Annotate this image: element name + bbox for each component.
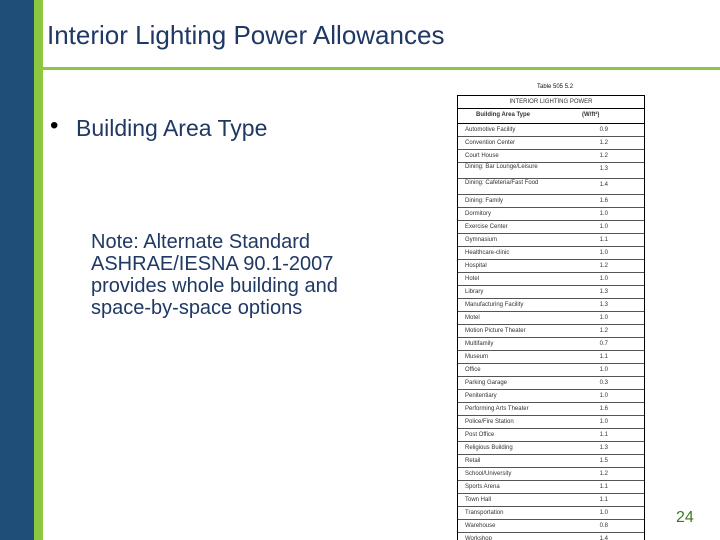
row-value: 1.0 <box>599 510 608 516</box>
row-value: 1.1 <box>599 484 608 490</box>
row-value: 0.9 <box>599 127 608 133</box>
row-value: 1.0 <box>599 315 608 321</box>
row-label: Workshop <box>465 536 492 540</box>
table-row <box>458 247 644 260</box>
table-row <box>458 494 644 507</box>
table-row <box>458 137 644 150</box>
table-row <box>458 416 644 429</box>
table-row <box>458 299 644 312</box>
table-row <box>458 364 644 377</box>
row-label: Automotive Facility <box>465 127 516 133</box>
row-value: 1.0 <box>599 211 608 217</box>
row-value: 1.6 <box>599 198 608 204</box>
row-value: 1.1 <box>599 237 608 243</box>
row-label: Hotel <box>465 276 480 282</box>
row-label: Dining: Cafeteria/Fast Food <box>465 180 539 186</box>
row-value: 1.1 <box>599 354 608 360</box>
row-value: 1.3 <box>599 302 608 308</box>
row-label: Gymnasium <box>465 237 498 243</box>
row-label: Dormitory <box>465 211 492 217</box>
table-row <box>458 325 644 338</box>
row-value: 1.6 <box>599 406 608 412</box>
table-row <box>458 442 644 455</box>
row-label: Multifamily <box>465 341 494 347</box>
note-line: ASHRAE/IESNA 90.1-2007 <box>91 253 334 275</box>
row-label: Sports Arena <box>465 484 500 490</box>
row-label: Court House <box>465 153 499 159</box>
row-value: 1.3 <box>599 289 608 295</box>
row-label: Motel <box>465 315 480 321</box>
table-row <box>458 481 644 494</box>
note-text <box>91 231 411 319</box>
bullet-text: Building Area Type <box>76 115 268 141</box>
row-value: 1.4 <box>599 536 608 540</box>
row-value: 0.7 <box>599 341 608 347</box>
table-row <box>458 351 644 364</box>
table-row <box>458 273 644 286</box>
row-value: 1.4 <box>599 182 608 188</box>
row-value: 1.0 <box>599 393 608 399</box>
table-row <box>458 150 644 163</box>
row-label: Library <box>465 289 484 295</box>
title-underline <box>43 67 720 70</box>
row-value: 1.0 <box>599 276 608 282</box>
row-value: 0.3 <box>599 380 608 386</box>
table-row <box>458 124 644 137</box>
row-label: Office <box>465 367 481 373</box>
row-label: Penitentiary <box>465 393 497 399</box>
row-value: 1.2 <box>599 140 608 146</box>
row-label: Dining: Bar Lounge/Leisure <box>465 164 538 170</box>
row-label: Religious Building <box>465 445 513 451</box>
table-row <box>458 312 644 325</box>
row-value: 1.3 <box>599 445 608 451</box>
row-value: 1.0 <box>599 250 608 256</box>
row-label: Post Office <box>465 432 495 438</box>
table-row <box>458 179 644 195</box>
left-accent-bar <box>0 0 34 540</box>
row-value: 1.2 <box>599 153 608 159</box>
row-value: 1.1 <box>599 432 608 438</box>
table-row <box>458 520 644 533</box>
row-label: Convention Center <box>465 140 516 146</box>
table-header: INTERIOR LIGHTING POWER <box>458 96 644 109</box>
row-label: Town Hall <box>465 497 492 503</box>
row-label: Hospital <box>465 263 487 269</box>
row-value: 1.1 <box>599 497 608 503</box>
row-label: Police/Fire Station <box>465 419 514 425</box>
table-row <box>458 208 644 221</box>
column-header-watts: (W/ft²) <box>582 112 600 118</box>
row-label: Transportation <box>465 510 504 516</box>
row-value: 1.2 <box>599 263 608 269</box>
table-row <box>458 533 644 540</box>
table-row <box>458 468 644 481</box>
row-label: Healthcare-clinic <box>465 250 510 256</box>
row-label: School/University <box>465 471 512 477</box>
table-row <box>458 163 644 179</box>
row-label: Parking Garage <box>465 380 508 386</box>
row-value: 1.5 <box>599 458 608 464</box>
row-label: Dining: Family <box>465 198 504 204</box>
note-line: space-by-space options <box>91 297 303 319</box>
left-green-stripe <box>34 0 43 540</box>
table-row <box>458 221 644 234</box>
bullet-icon: • <box>50 112 59 139</box>
row-value: 1.3 <box>599 166 608 172</box>
page-number: 24 <box>676 509 694 526</box>
row-label: Manufacturing Facility <box>465 302 524 308</box>
table-row <box>458 455 644 468</box>
note-line: provides whole building and <box>91 275 338 297</box>
table-row <box>458 377 644 390</box>
note-line: Note: Alternate Standard <box>91 231 311 253</box>
table-row <box>458 195 644 208</box>
row-value: 1.2 <box>599 471 608 477</box>
table-column-headers <box>458 109 644 124</box>
table-row <box>458 429 644 442</box>
column-header-type: Building Area Type <box>476 112 531 118</box>
table-caption: Table 505 5.2 <box>537 84 574 90</box>
table-row <box>458 234 644 247</box>
row-label: Exercise Center <box>465 224 508 230</box>
row-value: 1.0 <box>599 367 608 373</box>
row-value: 1.0 <box>599 224 608 230</box>
table-row <box>458 403 644 416</box>
row-label: Retail <box>465 458 481 464</box>
row-label: Motion Picture Theater <box>465 328 526 334</box>
slide-title: Interior Lighting Power Allowances <box>47 20 445 50</box>
table-row <box>458 286 644 299</box>
row-value: 1.2 <box>599 328 608 334</box>
row-label: Performing Arts Theater <box>465 406 529 412</box>
table-row <box>458 260 644 273</box>
row-label: Warehouse <box>465 523 496 529</box>
table-row <box>458 390 644 403</box>
table-row <box>458 507 644 520</box>
row-value: 1.0 <box>599 419 608 425</box>
lighting-power-table <box>457 95 645 540</box>
row-value: 0.8 <box>599 523 608 529</box>
row-label: Museum <box>465 354 489 360</box>
table-row <box>458 338 644 351</box>
